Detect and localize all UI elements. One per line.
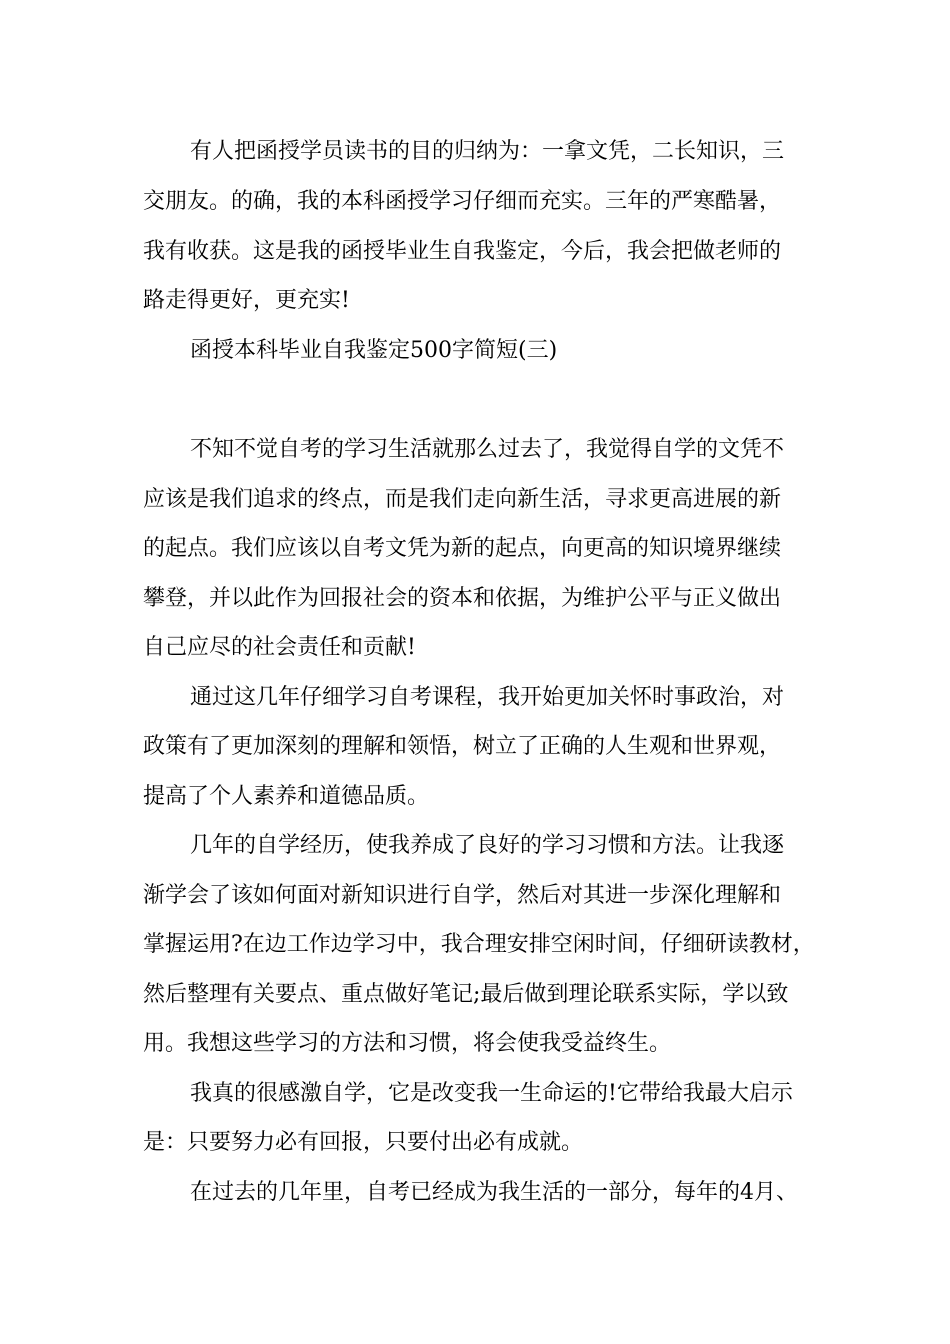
text-line: 提高了个人素养和道德品质。 — [143, 784, 430, 809]
section-heading: 函授本科毕业自我鉴定500字简短(三) — [190, 338, 558, 363]
text-line: 路走得更好，更充实! — [143, 288, 350, 313]
text-line: 渐学会了该如何面对新知识进行自学，然后对其进一步深化理解和 — [143, 883, 782, 908]
text-line: 应该是我们追求的终点，而是我们走向新生活，寻求更高进展的新 — [143, 487, 782, 512]
text-line: 交朋友。的确，我的本科函授学习仔细而充实。三年的严寒酷暑， — [143, 189, 782, 214]
text-line: 在过去的几年里，自考已经成为我生活的一部分，每年的4月、 — [190, 1180, 798, 1205]
text-line: 是：只要努力必有回报，只要付出必有成就。 — [143, 1130, 584, 1155]
text-line: 攀登，并以此作为回报社会的资本和依据，为维护公平与正义做出 — [143, 586, 782, 611]
text-line: 通过这几年仔细学习自考课程，我开始更加关怀时事政治，对 — [190, 685, 785, 710]
text-line: 不知不觉自考的学习生活就那么过去了，我觉得自学的文凭不 — [190, 437, 785, 462]
text-line: 的起点。我们应该以自考文凭为新的起点，向更高的知识境界继续 — [143, 536, 782, 561]
text-line: 政策有了更加深刻的理解和领悟，树立了正确的人生观和世界观， — [143, 734, 782, 759]
text-line: 然后整理有关要点、重点做好笔记;最后做到理论联系实际，学以致 — [143, 982, 789, 1007]
text-line: 我真的很感激自学，它是改变我一生命运的!它带给我最大启示 — [190, 1081, 793, 1106]
text-line: 用。我想这些学习的方法和习惯，将会使我受益终生。 — [143, 1031, 672, 1056]
text-line: 掌握运用?在边工作边学习中，我合理安排空闲时间，仔细研读教材， — [143, 932, 815, 957]
text-line: 自己应尽的社会责任和贡献! — [143, 635, 416, 660]
text-line: 有人把函授学员读书的目的归纳为：一拿文凭，二长知识，三 — [190, 139, 785, 164]
text-line: 几年的自学经历，使我养成了良好的学习习惯和方法。让我逐 — [190, 833, 785, 858]
text-line: 我有收获。这是我的函授毕业生自我鉴定，今后，我会把做老师的 — [143, 239, 782, 264]
